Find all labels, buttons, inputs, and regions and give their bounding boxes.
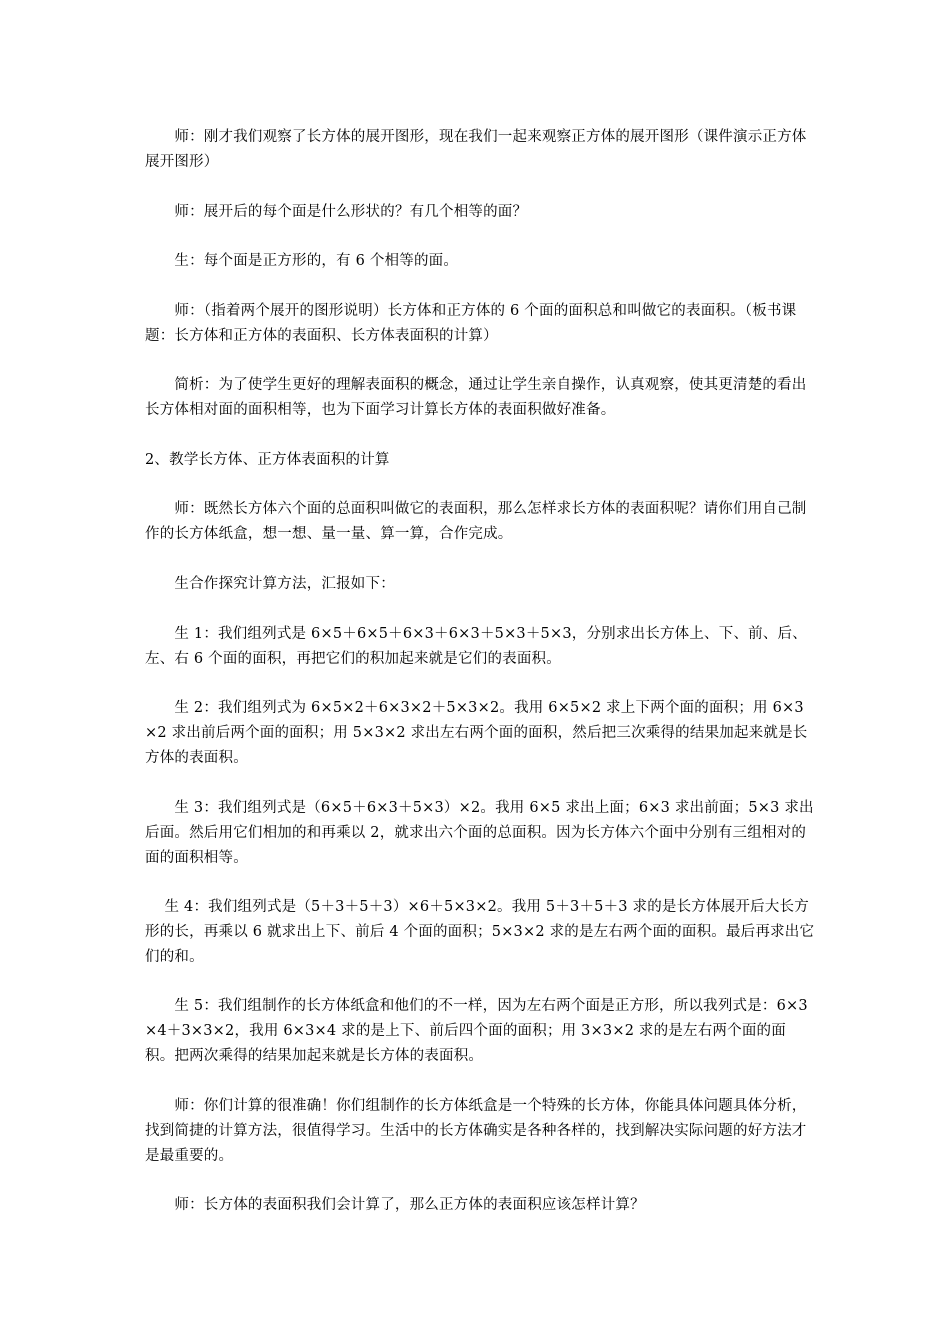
section-heading: 2、教学长方体、正方体表面积的计算 [145, 452, 390, 468]
paragraph-teacher-question-cube: 师：长方体的表面积我们会计算了，那么正方体的表面积应该怎样计算？ [145, 1197, 645, 1213]
paragraph-teacher-question-area: 师：既然长方体六个面的总面积叫做它的表面积，那么怎样求长方体的表面积呢？请你们用自己制作的长方体纸盒，想一想、量一量、算一算，合作完成。 [145, 501, 807, 542]
paragraph-student-5: 生 5：我们组制作的长方体纸盒和他们的不一样，因为左右两个面是正方形，所以我列式是：6×3×4＋3×3×2，我用 6×3×4 求的是上下、前后四个面的面积；用 3×3×2 求的是左右两个面的面积。把两次乘得的结果加起来就是长方体的表面积。 [145, 998, 808, 1064]
paragraph-teacher-praise: 师：你们计算的很准确！你们组制作的长方体纸盒是一个特殊的长方体，你能具体问题具体分析，找到简捷的计算方法，很值得学习。生活中的长方体确实是各种各样的，找到解决实际问题的好方法才是最重要的。 [145, 1098, 807, 1164]
paragraph-student-4: 生 4：我们组列式是（5＋3＋5＋3）×6＋5×3×2。我用 5＋3＋5＋3 求的是长方体展开后大长方形的长，再乘以 6 就求出上下、前后 4 个面的面积；5×3×2 求的是左右两个面的面积。最后再求出它们的和。 [145, 899, 815, 965]
paragraph-teacher-definition: 师：（指着两个展开的图形说明）长方体和正方体的 6 个面的面积总和叫做它的表面积。（板书课题：长方体和正方体的表面积、长方体表面积的计算） [145, 303, 797, 344]
paragraph-student-1: 生 1：我们组列式是 6×5＋6×5＋6×3＋6×3＋5×3＋5×3，分别求出长方体上、下、前、后、左、右 6 个面的面积，再把它们的积加起来就是它们的表面积。 [145, 626, 807, 667]
paragraph-student-2: 生 2：我们组列式为 6×5×2＋6×3×2＋5×3×2。我用 6×5×2 求上下两个面的面积；用 6×3×2 求出前后两个面的面积；用 5×3×2 求出左右两个面的面积，然后把三次乘得的结果加起来就是长方体的表面积。 [145, 700, 808, 766]
paragraph-teacher-intro-cube: 师：刚才我们观察了长方体的展开图形，现在我们一起来观察正方体的展开图形（课件演示正方体展开图形） [145, 129, 807, 170]
paragraph-student-answer-faces: 生：每个面是正方形的，有 6 个相等的面。 [145, 253, 459, 269]
paragraph-analysis: 简析：为了使学生更好的理解表面积的概念，通过让学生亲自操作，认真观察，使其更清楚的看出长方体相对面的面积相等，也为下面学习计算长方体的表面积做好准备。 [145, 377, 807, 418]
paragraph-teacher-question-faces: 师：展开后的每个面是什么形状的？有几个相等的面？ [145, 204, 528, 220]
paragraph-students-report: 生合作探究计算方法，汇报如下： [145, 576, 395, 592]
paragraph-student-3: 生 3：我们组列式是（6×5＋6×3＋5×3）×2。我用 6×5 求出上面；6×3 求出前面；5×3 求出后面。然后用它们相加的和再乘以 2，就求出六个面的总面积。因为长方体六个面中分别有三组相对的面的面积相等。 [145, 800, 814, 866]
